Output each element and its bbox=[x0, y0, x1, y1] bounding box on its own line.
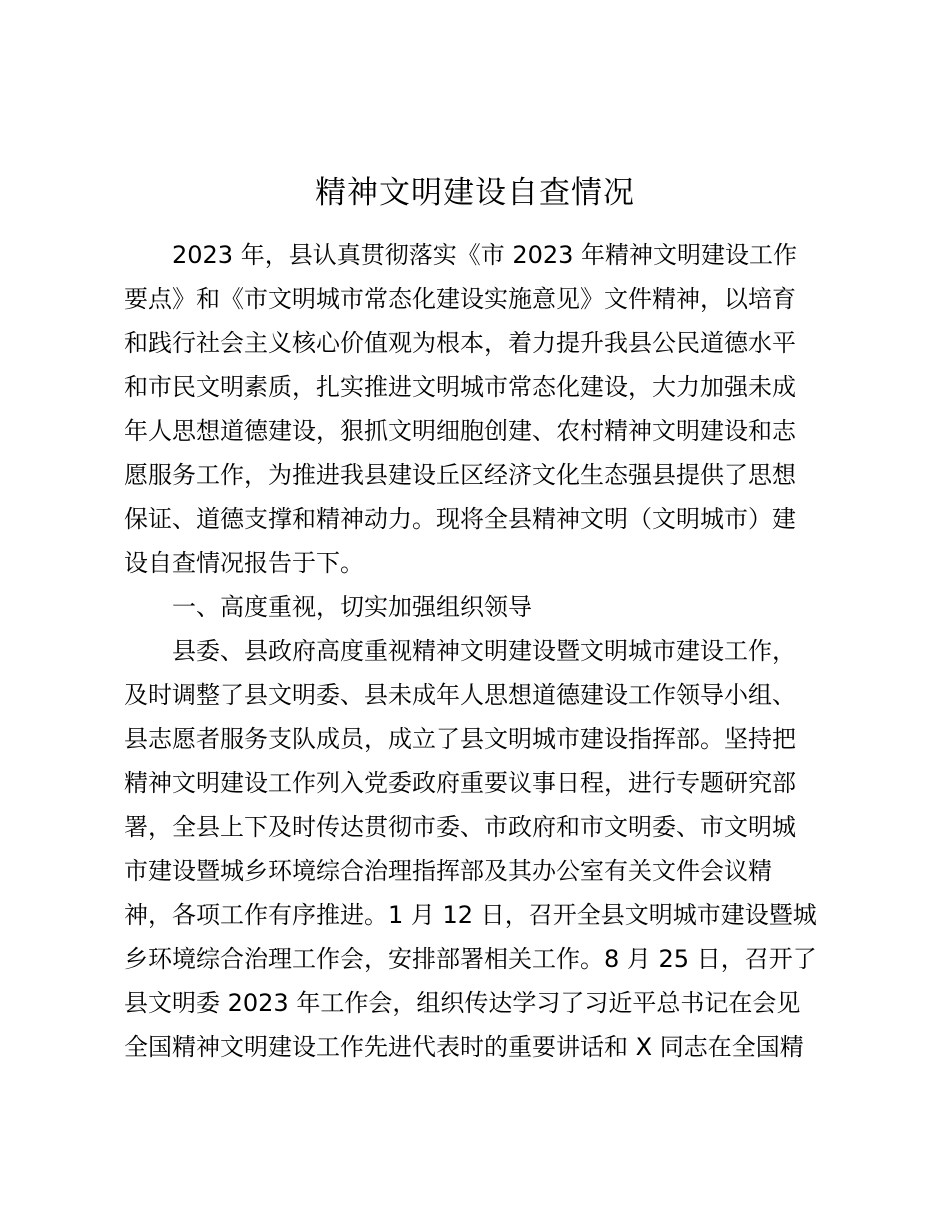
body-line: 设自查情况报告于下。 bbox=[124, 549, 364, 577]
body-line: 市建设暨城乡环境综合治理指挥部及其办公室有关文件会议精 bbox=[124, 857, 772, 885]
document-title: 精神文明建设自查情况 bbox=[315, 175, 635, 211]
body-line: 神，各项工作有序推进。1 月 12 日，召开全县文明城市建设暨城 bbox=[124, 901, 817, 929]
body-line: 县委、县政府高度重视精神文明建设暨文明城市建设工作， bbox=[124, 637, 796, 665]
body-line: 要点》和《市文明城市常态化建设实施意见》文件精神，以培育 bbox=[124, 285, 796, 313]
body-line: 全国精神文明建设工作先进代表时的重要讲话和 X 同志在全国精 bbox=[124, 1033, 804, 1061]
body-line: 及时调整了县文明委、县未成年人思想道德建设工作领导小组、 bbox=[124, 681, 796, 709]
body-line: 和市民文明素质，扎实推进文明城市常态化建设，大力加强未成 bbox=[124, 373, 796, 401]
body-line: 署，全县上下及时传达贯彻市委、市政府和市文明委、市文明城 bbox=[124, 813, 796, 841]
body-line: 保证、道德支撑和精神动力。现将全县精神文明（文明城市）建 bbox=[124, 505, 796, 533]
body-line: 县志愿者服务支队成员，成立了县文明城市建设指挥部。坚持把 bbox=[124, 725, 796, 753]
body-line: 精神文明建设工作列入党委政府重要议事日程，进行专题研究部 bbox=[124, 769, 796, 797]
body-line: 愿服务工作，为推进我县建设丘区经济文化生态强县提供了思想 bbox=[124, 461, 796, 489]
body-line: 乡环境综合治理工作会，安排部署相关工作。8 月 25 日，召开了 bbox=[124, 945, 817, 973]
body-line: 年人思想道德建设，狠抓文明细胞创建、农村精神文明建设和志 bbox=[124, 417, 796, 445]
body-line: 县文明委 2023 年工作会，组织传达学习了习近平总书记在会见 bbox=[124, 989, 801, 1017]
body-line: 和践行社会主义核心价值观为根本，着力提升我县公民道德水平 bbox=[124, 329, 796, 357]
body-line: 2023 年，县认真贯彻落实《市 2023 年精神文明建设工作 bbox=[124, 241, 798, 269]
section-heading: 一、高度重视，切实加强组织领导 bbox=[124, 593, 532, 621]
